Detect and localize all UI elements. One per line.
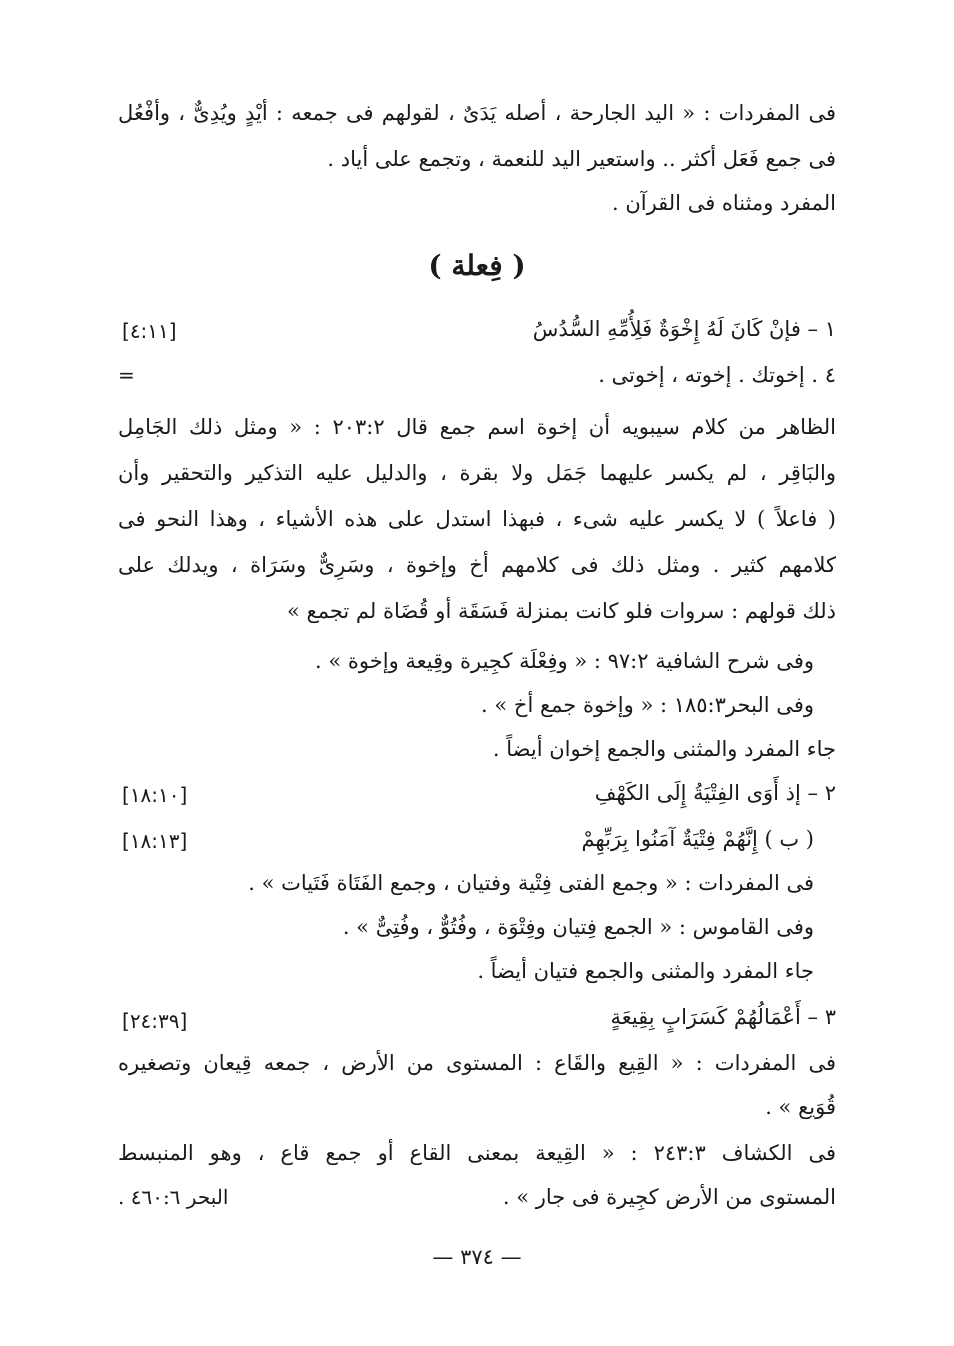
text-line: وفى البحر١٨٥:٣ : « وإخوة جمع أخ » . <box>481 693 814 717</box>
verse-reference: [١٨:١٠] <box>122 783 188 807</box>
paragraph-line: الظاهر من كلام سيبويه أن إخوة اسم جمع قال ٢٠٣:٢ : « ومثل ذلك الجَامِل <box>118 415 837 439</box>
text-line: فى جمع فَعَل أكثر .. واستعير اليد للنعمة ، وتجمع على أياد . <box>327 147 836 171</box>
text-line: جاء المفرد والمثنى والجمع إخوان أيضاً . <box>492 737 836 761</box>
paragraph-line: فى المفردات : « القِيع والقَاع : المستوى من الأرض ، جمعه قِيعان وتصغيره <box>118 1051 836 1075</box>
reference-note: البحر ٤٦٠:٦ . <box>118 1185 229 1209</box>
text-line: جاء المفرد والمثنى والجمع فتيان أيضاً . <box>477 959 814 983</box>
section-heading: ( فِعلة ) <box>428 249 526 282</box>
paragraph-line: ذلك قولهم : سروات فلو كانت بمنزلة فَسَقَة أو قُضَاة لم تجمع » <box>287 599 836 623</box>
verse-reference: [١٨:١٣] <box>122 829 188 853</box>
text-line: فى المفردات : « اليد الجارحة ، أصله يَدَىٌ ، لقولهم فى جمعه : أيْدٍ ويُدِىٌّ ، وأفْعُل <box>118 101 836 125</box>
text-line: فى المفردات : « وجمع الفتى فِتْية وفتيان ، وجمع الفَتَاة فَتَيات » . <box>248 871 814 895</box>
verse-line: ٢ – إذ أَوَى الفِتْيَةُ إِلَى الكَهْفِ <box>594 781 836 805</box>
text-line: وفى شرح الشافية ٩٧:٢ : « وفِعْلَة كجِيرة وقِيعة وإخوة » . <box>315 649 814 673</box>
paragraph-line: كلامهم كثير . ومثل ذلك فى كلامهم أخ وإخوة ، وسَرِىٌّ وسَرَاة ، ويدلك على <box>118 553 836 577</box>
verse-reference: [٤:١١] <box>122 319 177 343</box>
equals-sign: = <box>118 363 135 387</box>
text-line: وفى القاموس : « الجمع فِتيان وفِتْوَة ، وفُتُوٌّ ، وفُتِىٌّ » . <box>342 915 814 939</box>
text-line: ٤ . إخوتك . إخوته ، إخوتى . <box>598 363 836 387</box>
verse-line: ٣ – أَعْمَالُهُمْ كَسَرَابٍ بِقِيعَةٍ <box>610 1005 836 1029</box>
verse-reference: [٢٤:٣٩] <box>122 1009 188 1033</box>
paragraph-line: ( فاعلاً ) لا يكسر عليه شىء ، فبهذا استدل على هذه الأشياء ، وهذا النحو فى <box>118 507 836 531</box>
paragraph-line: المستوى من الأرض كجِيرة فى جار » . <box>502 1185 836 1209</box>
verse-line: ( ب ) إِنَّهُمْ فِتْيَةٌ آمَنُوا بِرَبِّهِمْ <box>581 827 814 851</box>
paragraph-line: قُوَيع » . <box>765 1095 836 1119</box>
verse-line: ١ – فإنْ كَانَ لَهُ إِخْوَةٌ فَلِأُمِّهِ السُّدُسُ <box>532 317 836 341</box>
page-number: — ٣٧٤ — <box>432 1245 522 1269</box>
paragraph-line: فى الكشاف ٢٤٣:٣ : « القِيعة بمعنى القاع أو جمع قاع ، وهو المنبسط <box>118 1141 836 1165</box>
text-line: المفرد ومثناه فى القرآن . <box>611 191 836 215</box>
paragraph-line: والبَاقِر ، لم يكسر عليهما جَمَل ولا بقرة ، والدليل عليه التذكير والتحقير وأن <box>118 461 836 485</box>
